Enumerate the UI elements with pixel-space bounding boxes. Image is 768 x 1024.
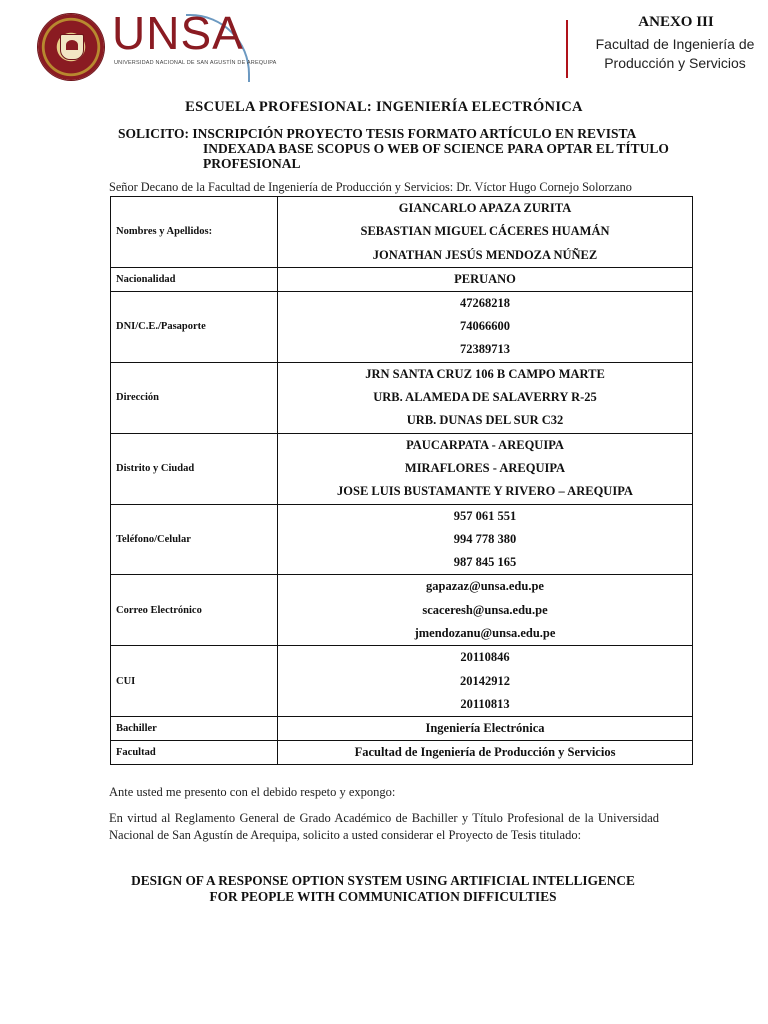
address-2: URB. ALAMEDA DE SALAVERRY R-25 (373, 390, 597, 405)
table-row-names (111, 197, 693, 268)
phone-2: 994 778 380 (453, 531, 517, 546)
request-line-1: SOLICITO: INSCRIPCIÓN PROYECTO TESIS FORMATO ARTÍCULO EN REVISTA (118, 126, 637, 141)
address-label: Dirección (111, 362, 278, 433)
name-1: GIANCARLO APAZA ZURITA (398, 201, 572, 215)
faculty-line-1: Facultad de Ingeniería de (595, 36, 755, 52)
district-2: MIRAFLORES - AREQUIPA (404, 460, 566, 475)
name-3: JONATHAN JESÚS MENDOZA NÚÑEZ (372, 247, 598, 262)
facultad-value (278, 741, 693, 765)
dni-value (278, 291, 693, 362)
intro-paragraph: Ante usted me presento con el debido respeto y expongo: (109, 785, 396, 799)
nationality-label: Nacionalidad (111, 267, 278, 291)
nationality-value (278, 267, 693, 291)
cui-2: 20142912 (460, 673, 510, 688)
table-row-cui (111, 646, 693, 717)
document-header (0, 0, 768, 92)
faculty-line-2: Producción y Servicios (604, 55, 746, 71)
bachiller-value (278, 717, 693, 741)
addressee-line: Señor Decano de la Facultad de Ingeniería de Producción y Servicios: Dr. Víctor Hugo Cornejo Solorzano (109, 180, 632, 194)
address-value (278, 362, 693, 433)
names-value (278, 197, 693, 268)
dni-1: 47268218 (460, 295, 510, 310)
name-2: SEBASTIAN MIGUEL CÁCERES HUAMÁN (360, 224, 610, 239)
cui-3: 20110813 (460, 696, 510, 711)
logo-text: UNSA (112, 7, 244, 59)
email-3: jmendozanu@unsa.edu.pe (414, 626, 556, 641)
phone-1: 957 061 551 (453, 508, 517, 523)
bachiller-text: Ingeniería Electrónica (425, 721, 545, 736)
applicant-data-table (110, 196, 693, 765)
header-divider (566, 20, 568, 78)
district-value (278, 433, 693, 504)
facultad-text: Facultad de Ingeniería de Producción y Servicios (354, 745, 616, 760)
email-1: gapazaz@unsa.edu.pe (426, 579, 544, 594)
table-row-facultad (111, 741, 693, 765)
bachiller-label: Bachiller (111, 717, 278, 741)
table-row-district (111, 433, 693, 504)
logo-subtitle: UNIVERSIDAD NACIONAL DE SAN AGUSTÍN DE AREQUIPA (114, 60, 277, 66)
annex-block (595, 14, 755, 73)
school-heading: ESCUELA PROFESIONAL: INGENIERÍA ELECTRÓNICA (185, 99, 583, 115)
thesis-title (100, 873, 666, 904)
faculty-name (582, 35, 768, 73)
names-label: Nombres y Apellidos: (111, 197, 278, 268)
cui-1: 20110846 (460, 650, 510, 665)
email-label: Correo Electrónico (111, 575, 278, 646)
university-seal-icon (38, 14, 104, 80)
request-paragraph: En virtud al Reglamento General de Grado Académico de Bachiller y Título Profesional de la Universidad Nacional de San Agustín de Arequipa, solicito a usted considerar el Proyecto de Tesis titulado: (109, 811, 659, 842)
email-value (278, 575, 693, 646)
district-3: JOSE LUIS BUSTAMANTE Y RIVERO – AREQUIPA (337, 484, 633, 499)
dni-2: 74066600 (460, 319, 510, 334)
table-row-nationality (111, 267, 693, 291)
table-row-dni (111, 291, 693, 362)
email-2: scaceresh@unsa.edu.pe (422, 602, 548, 617)
phone-3: 987 845 165 (453, 555, 517, 570)
request-line-2: INDEXADA BASE SCOPUS O WEB OF SCIENCE PARA OPTAR EL TÍTULO (203, 141, 669, 156)
university-logo (38, 7, 277, 82)
request-subject (118, 126, 718, 171)
phone-label: Teléfono/Celular (111, 504, 278, 575)
dni-label: DNI/C.E./Pasaporte (111, 291, 278, 362)
facultad-label: Facultad (111, 741, 278, 765)
district-1: PAUCARPATA - AREQUIPA (406, 437, 564, 452)
address-3: URB. DUNAS DEL SUR C32 (406, 413, 564, 428)
phone-value (278, 504, 693, 575)
cui-label: CUI (111, 646, 278, 717)
thesis-title-line-1: DESIGN OF A RESPONSE OPTION SYSTEM USING ARTIFICIAL INTELLIGENCE (131, 873, 635, 888)
address-1: JRN SANTA CRUZ 106 B CAMPO MARTE (365, 366, 605, 381)
annex-title: ANEXO III (638, 14, 714, 30)
table-row-email (111, 575, 693, 646)
nationality-text: PERUANO (454, 271, 516, 286)
district-label: Distrito y Ciudad (111, 433, 278, 504)
dni-3: 72389713 (460, 342, 510, 357)
thesis-title-line-2: FOR PEOPLE WITH COMMUNICATION DIFFICULTIES (209, 888, 557, 904)
table-row-bachiller (111, 717, 693, 741)
table-row-phone (111, 504, 693, 575)
table-row-address (111, 362, 693, 433)
cui-value (278, 646, 693, 717)
request-line-3: PROFESIONAL (203, 156, 301, 171)
